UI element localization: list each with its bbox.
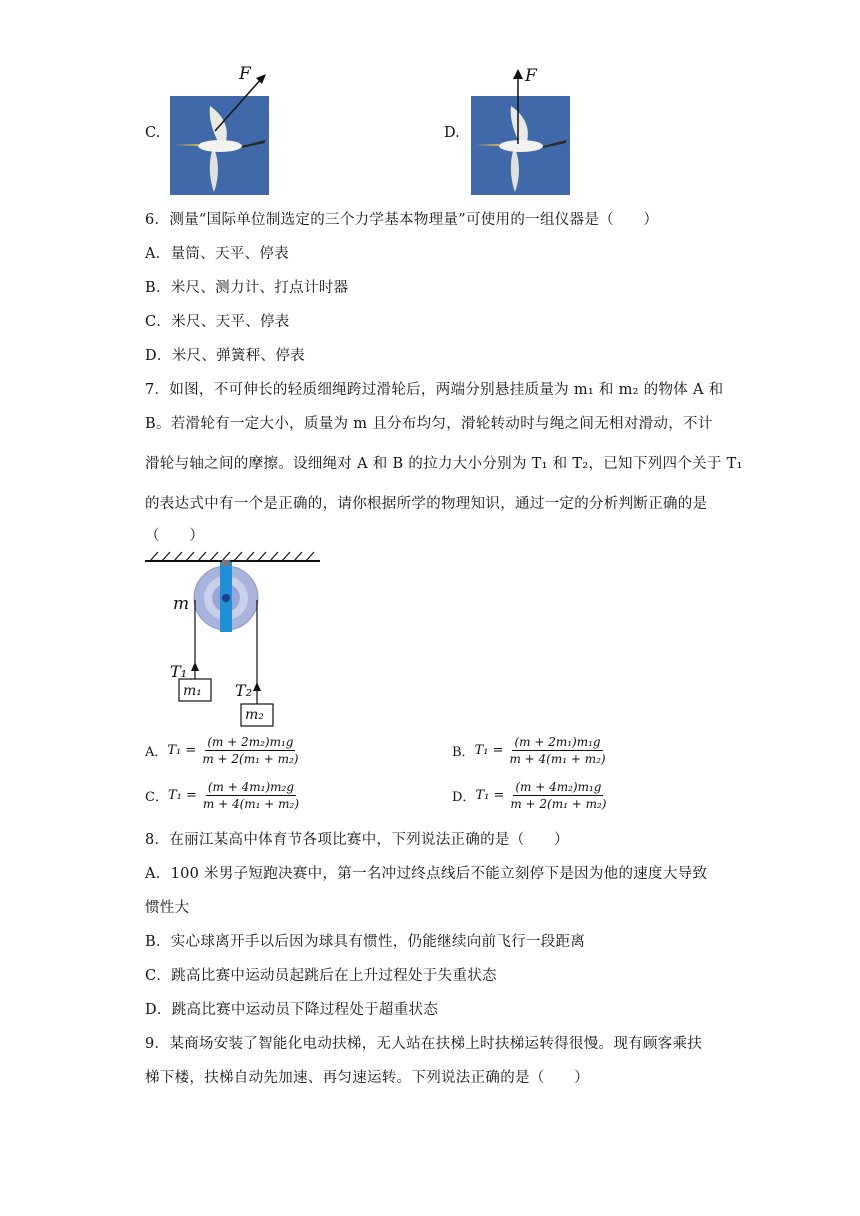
q6-option-d: D．米尺、弹簧秤、停表 [145,348,305,364]
q7-option-c [145,780,301,811]
force-label-c: F [239,64,251,84]
option-label: B． [452,745,475,760]
formula-lhs: T₁ = [167,743,197,758]
formula-fraction [508,780,608,811]
q8-option-c: C．跳高比赛中运动员起跳后在上升过程处于失重状态 [145,968,497,984]
q6-stem: 6．测量“国际单位制选定的三个力学基本物理量”可使用的一组仪器是（ ） [145,212,659,228]
option-label: A． [145,745,168,760]
q6-option-b: B．米尺、测力计、打点计时器 [145,280,349,296]
q8-option-a-cont: 惯性大 [145,900,190,916]
q8-option-b: B．实心球离开手以后因为球具有惯性，仍能继续向前飞行一段距离 [145,934,586,950]
q7-line-4: 的表达式中有一个是正确的，请你根据所学的物理知识，通过一定的分析判断正确的是 [145,496,708,512]
q9-line-2: 梯下楼，扶梯自动先加速、再匀速运转。下列说法正确的是（ ） [145,1070,589,1086]
option-label: C． [145,790,168,805]
q7-option-d [452,780,608,811]
q7-option-a [145,735,300,766]
tension-t2-label: T₂ [235,681,253,700]
q7-line-3: 滑轮与轴之间的摩擦。设细绳对 A 和 B 的拉力大小分别为 T₁ 和 T₂，已知下列四个关于 T₁ [145,456,743,472]
q7-line-1: 7．如图，不可伸长的轻质细绳跨过滑轮后，两端分别悬挂质量为 m₁ 和 m₂ 的物体 A 和 [145,382,724,398]
formula-fraction [201,780,301,811]
formula-lhs: T₁ = [167,788,197,803]
q6-option-c: C．米尺、天平、停表 [145,314,290,330]
formula-lhs: T₁ = [474,743,504,758]
q7-line-2: B。若滑轮有一定大小，质量为 m 且分布均匀，滑轮转动时与绳之间无相对滑动，不计 [145,416,713,432]
denominator: m + 2(m₁ + m₂) [510,797,607,811]
q8-option-a: A．100 米男子短跑决赛中，第一名冲过终点线后不能立刻停下是因为他的速度大导致 [145,866,708,882]
numerator: (m + 4m₂)m₁g [515,780,602,794]
block-m1-label: m₁ [183,683,202,699]
force-label-d: F [525,66,537,86]
formula-lhs: T₁ = [475,788,505,803]
q7-option-b [452,735,608,766]
denominator: m + 4(m₁ + m₂) [202,797,299,811]
pulley-mass-label: m [173,594,190,614]
option-c-label: C. [145,125,161,141]
option-d-label: D. [444,125,460,141]
q8-stem: 8．在丽江某高中体育节各项比赛中，下列说法正确的是（ ） [145,832,569,848]
q7-line-5: （ ） [145,528,205,544]
formula-fraction [507,735,607,766]
block-m2-label: m₂ [245,707,264,723]
q8-option-d: D．跳高比赛中运动员下降过程处于超重状态 [145,1002,439,1018]
formula-fraction [200,735,300,766]
q6-option-a: A．量筒、天平、停表 [145,246,289,262]
option-label: D． [452,790,476,805]
denominator: m + 4(m₁ + m₂) [509,752,606,766]
pulley-diagram [140,548,330,728]
numerator: (m + 2m₁)m₁g [514,735,601,749]
denominator: m + 2(m₁ + m₂) [202,752,299,766]
tension-t1-label: T₁ [170,662,188,681]
numerator: (m + 4m₁)m₂g [207,780,294,794]
numerator: (m + 2m₂)m₁g [207,735,294,749]
q9-line-1: 9．某商场安装了智能化电动扶梯，无人站在扶梯上时扶梯运转得很慢。现有顾客乘扶 [145,1036,703,1052]
